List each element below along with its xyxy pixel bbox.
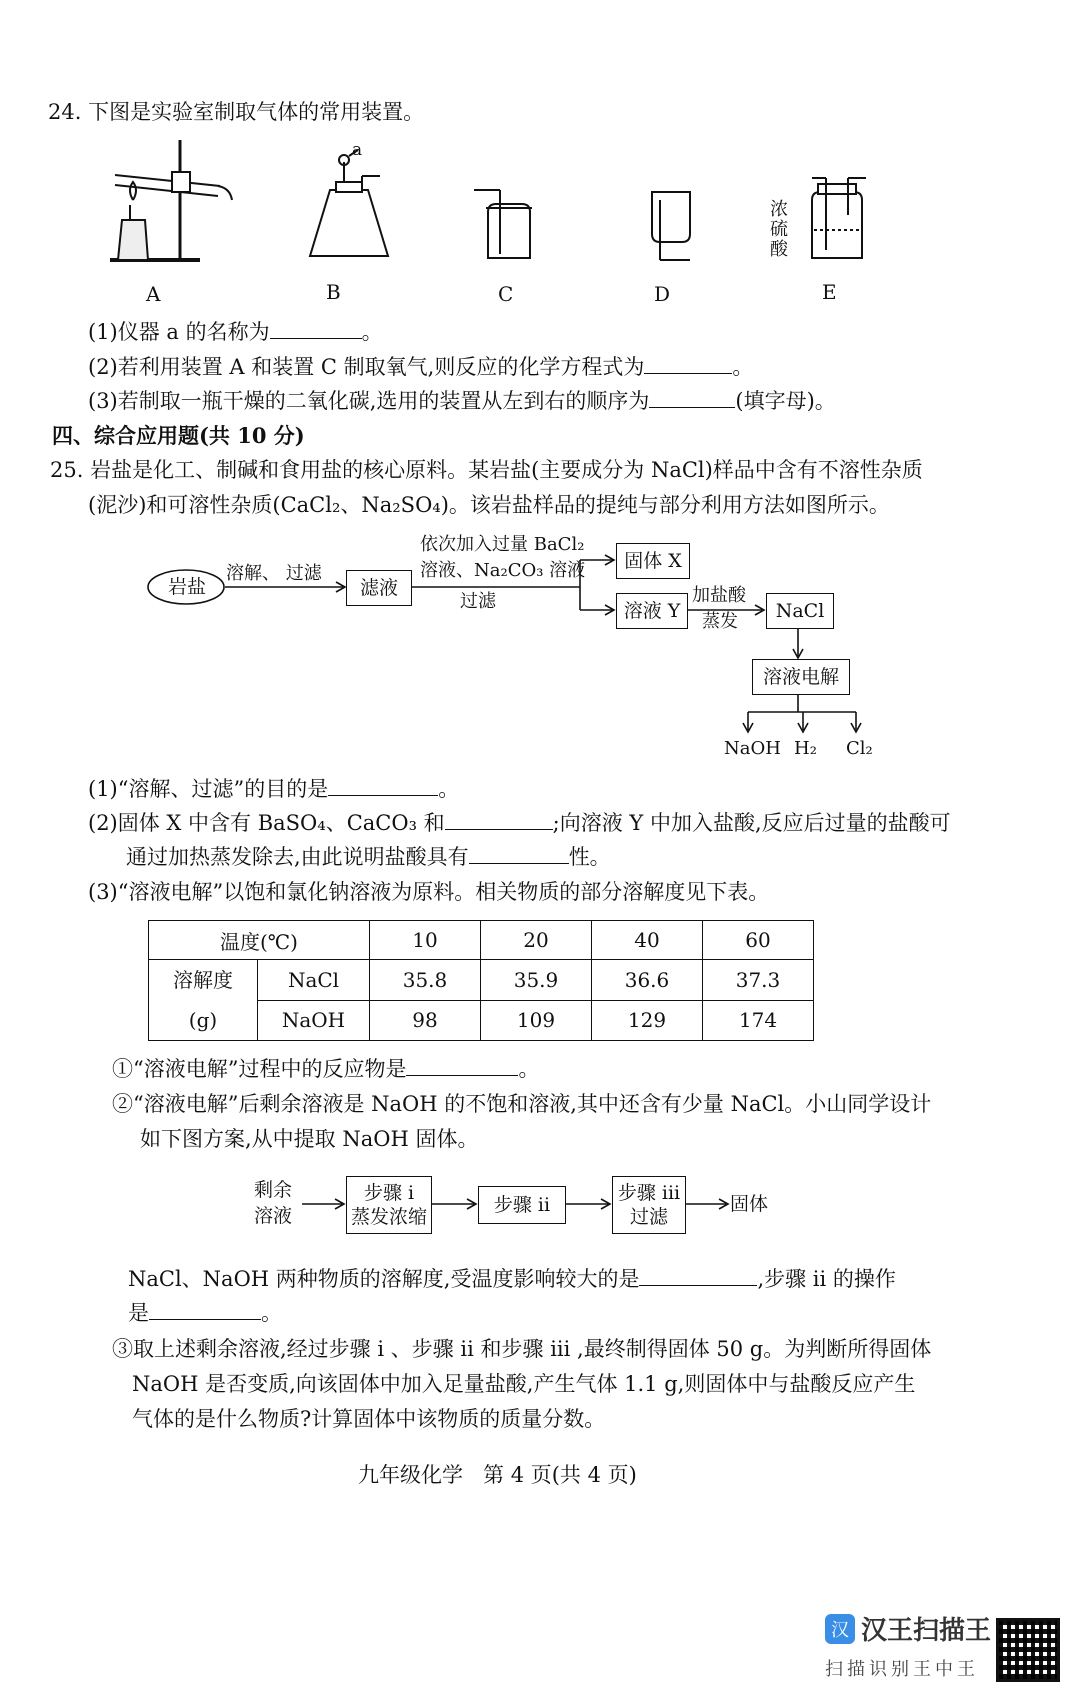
apparatus-label-a: A <box>146 282 161 306</box>
temp-header: 温度(℃) <box>149 921 370 960</box>
q25-p2-q-end: ,步骤 ii 的操作 <box>757 1267 896 1291</box>
table-cell: 37.3 <box>703 960 814 1001</box>
q24-sub3 <box>88 386 836 416</box>
q24-sub2-text: (2)若利用装置 A 和装置 C 制取氧气,则反应的化学方程式为 <box>88 355 645 379</box>
temp-cell: 20 <box>481 921 592 960</box>
e-side-char-2: 硫 <box>770 219 788 240</box>
step3-box <box>612 1176 686 1234</box>
e-side-label <box>768 200 790 260</box>
table-cell: 36.6 <box>592 960 703 1001</box>
q25-p2-question-line2 <box>128 1298 282 1328</box>
product-cl2: Cl₂ <box>846 738 873 759</box>
substance-name: NaCl <box>258 960 370 1001</box>
q25-p2-line2: 如下图方案,从中提取 NaOH 固体。 <box>140 1127 479 1151</box>
temp-cell: 60 <box>703 921 814 960</box>
answer-blank[interactable] <box>639 1265 757 1286</box>
q24-sub3-end: (填字母)。 <box>735 389 836 413</box>
page-footer: 九年级化学 第 4 页(共 4 页) <box>358 1463 637 1487</box>
q25-sub2-line2-text: 通过加热蒸发除去,由此说明盐酸具有 <box>126 845 469 869</box>
step1-sub-label: 蒸发浓缩 <box>350 1206 427 1228</box>
product-h2: H₂ <box>794 738 817 759</box>
q25-p1-end: 。 <box>518 1057 540 1081</box>
temp-cell: 10 <box>370 921 481 960</box>
nacl-box <box>766 593 834 629</box>
solid-x-label: 固体 X <box>624 550 682 572</box>
scanner-brand <box>825 1610 991 1681</box>
electrolysis-label: 溶液电解 <box>762 666 839 688</box>
q25-sub2-mid: ;向溶液 Y 中加入盐酸,反应后过量的盐酸可 <box>552 811 951 835</box>
apparatus-label-e: E <box>822 280 837 304</box>
q25-stem-line2: (泥沙)和可溶性杂质(CaCl₂、Na₂SO₄)。该岩盐样品的提纯与部分利用方法如图所示。 <box>88 493 890 517</box>
apparatus-label-b: B <box>326 280 341 304</box>
q25-p1-text: ①“溶液电解”过程中的反应物是 <box>112 1057 407 1081</box>
answer-blank[interactable] <box>649 387 735 408</box>
solid-x-box <box>616 543 690 579</box>
nacl-label: NaCl <box>775 600 825 622</box>
brand-slogan: 扫描识别王中王 <box>825 1659 979 1680</box>
substance-name: NaOH <box>258 1000 370 1041</box>
q25-sub2-line1 <box>88 808 951 838</box>
q24-sub1 <box>88 317 383 347</box>
solubility-label <box>149 960 258 1041</box>
rock-salt-label: 岩盐 <box>168 576 207 598</box>
answer-blank[interactable] <box>445 809 553 830</box>
qr-code-icon <box>996 1618 1060 1682</box>
q24-sub2-end: 。 <box>732 355 754 379</box>
filtrate-label: 滤液 <box>359 577 398 599</box>
q25-sub1-text: (1)“溶解、过滤”的目的是 <box>88 777 329 801</box>
step3-sub-label: 过滤 <box>629 1206 668 1228</box>
temp-cell: 40 <box>592 921 703 960</box>
apparatus-label-c: C <box>498 282 514 306</box>
q25-sub2-line2 <box>126 842 611 872</box>
q25-p3-line2: NaOH 是否变质,向该固体中加入足量盐酸,产生气体 1.1 g,则固体中与盐酸反应产生 <box>132 1372 916 1396</box>
product-naoh: NaOH <box>724 738 781 759</box>
brand-logo-icon: 汉 <box>825 1614 855 1644</box>
table-cell: 98 <box>370 1000 481 1041</box>
table-cell: 35.8 <box>370 960 481 1001</box>
step3-label: 步骤 iii <box>617 1182 681 1204</box>
table-cell: 109 <box>481 1000 592 1041</box>
step1-label: 步骤 i <box>363 1182 415 1204</box>
table-cell: 35.9 <box>481 960 592 1001</box>
e-side-char-3: 酸 <box>770 239 788 260</box>
reagent-line1: 依次加入过量 BaCl₂ <box>420 534 585 555</box>
step2-box <box>478 1186 566 1224</box>
q25-p3-line3: 气体的是什么物质?计算固体中该物质的质量分数。 <box>132 1407 606 1431</box>
acid-line1: 加盐酸 <box>692 585 746 606</box>
q24-sub1-text: (1)仪器 a 的名称为 <box>88 320 270 344</box>
q25-p2-q2-end: 。 <box>261 1301 282 1325</box>
q25-sub2-text: (2)固体 X 中含有 BaSO₄、CaCO₃ 和 <box>88 811 445 835</box>
solubility-label-2: (g) <box>188 1008 218 1032</box>
answer-blank[interactable] <box>644 353 732 374</box>
q25-stem-line1: 25. 岩盐是化工、制碱和食用盐的核心原料。某岩盐(主要成分为 NaCl)样品中含有不溶性杂质 <box>50 458 923 482</box>
table-cell: 174 <box>703 1000 814 1041</box>
table-row <box>149 960 814 1001</box>
solubility-label-1: 溶解度 <box>173 968 233 992</box>
acid-line2: 蒸发 <box>702 611 738 632</box>
answer-blank[interactable] <box>406 1055 518 1076</box>
answer-blank[interactable] <box>270 318 362 339</box>
label-a: a <box>352 140 363 160</box>
q25-sub1-end: 。 <box>438 777 460 801</box>
answer-blank[interactable] <box>328 775 438 796</box>
q24-stem: 24. 下图是实验室制取气体的常用装置。 <box>48 100 425 124</box>
answer-blank[interactable] <box>149 1299 261 1320</box>
q24-sub2 <box>88 352 753 382</box>
apparatus-label-d: D <box>654 282 671 306</box>
q25-p2-line1: ②“溶液电解”后剩余溶液是 NaOH 的不饱和溶液,其中还含有少量 NaCl。小山同学设计 <box>112 1092 932 1116</box>
electrolysis-box <box>752 659 850 695</box>
remain-label-2: 溶液 <box>254 1205 293 1227</box>
q24-sub3-text: (3)若制取一瓶干燥的二氧化碳,选用的装置从左到右的顺序为 <box>88 389 650 413</box>
q25-sub1 <box>88 774 459 804</box>
filtrate-box <box>346 570 412 606</box>
answer-blank[interactable] <box>469 843 569 864</box>
step1-box <box>346 1176 432 1234</box>
table-row <box>149 921 814 960</box>
q25-p2-q2-text: 是 <box>128 1301 149 1325</box>
q25-p1 <box>112 1054 539 1084</box>
remain-label-1: 剩余 <box>254 1179 293 1201</box>
q24-sub1-end: 。 <box>361 320 383 344</box>
q25-sub2-line2-end: 性。 <box>568 845 611 869</box>
step2-label: 步骤 ii <box>493 1194 551 1216</box>
table-cell: 129 <box>592 1000 703 1041</box>
section-heading: 四、综合应用题(共 10 分) <box>52 423 305 448</box>
q25-p3-line1: ③取上述剩余溶液,经过步骤 i 、步骤 ii 和步骤 iii ,最终制得固体 50 g。为判断所得固体 <box>112 1337 932 1361</box>
reagent-line2: 溶液、Na₂CO₃ 溶液 <box>420 560 586 581</box>
brand-name: 汉王扫描王 <box>861 1616 992 1646</box>
solution-y-label: 溶液 Y <box>623 600 681 622</box>
solubility-table <box>148 920 814 1041</box>
reagent-line3: 过滤 <box>460 591 496 612</box>
dissolve-filter-label: 溶解、 过滤 <box>226 563 322 584</box>
q25-p2-q-text: NaCl、NaOH 两种物质的溶解度,受温度影响较大的是 <box>128 1267 640 1291</box>
e-side-char-1: 浓 <box>770 199 788 220</box>
q25-p2-question-line1 <box>128 1264 896 1294</box>
solid-label: 固体 <box>730 1193 769 1215</box>
solution-y-box <box>616 593 688 629</box>
q25-sub3: (3)“溶液电解”以饱和氯化钠溶液为原料。相关物质的部分溶解度见下表。 <box>88 880 770 904</box>
